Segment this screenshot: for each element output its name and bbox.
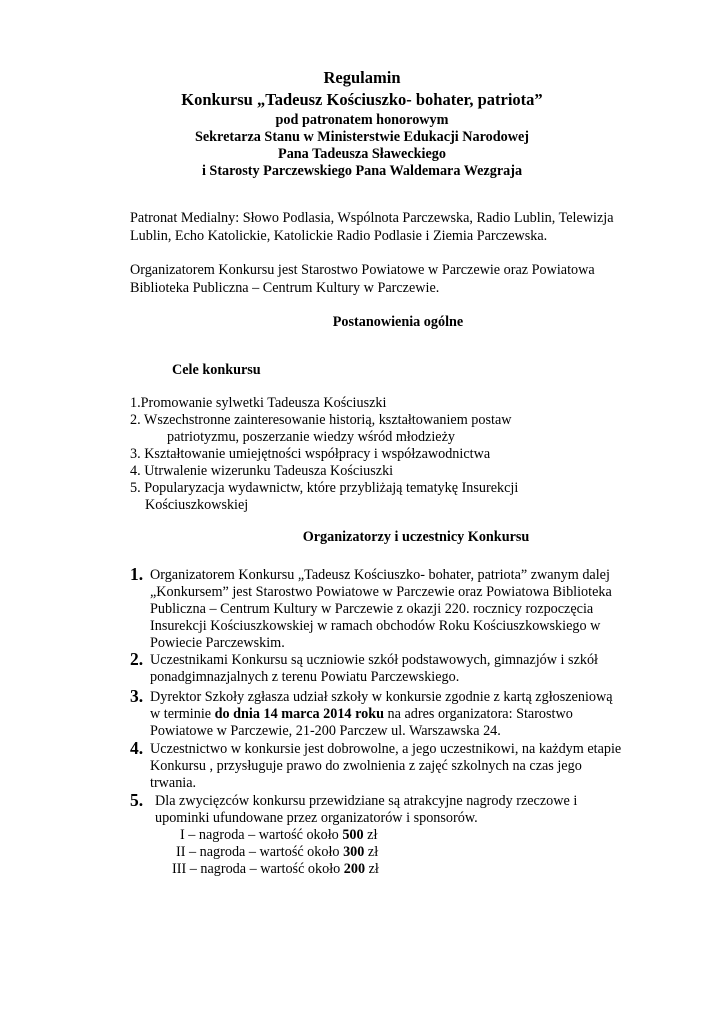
- patron-line: Pana Tadeusza Sławeckiego: [278, 146, 446, 162]
- rule-text: Powiecie Parczewskim.: [150, 635, 285, 651]
- rule-number: 5.: [130, 790, 144, 810]
- goal-item: 3. Kształtowanie umiejętności współpracy i współzawodnictwa: [130, 446, 491, 462]
- rule-number: 3.: [130, 686, 144, 706]
- patronage-line: pod patronatem honorowym: [275, 112, 449, 128]
- rule-text: Publiczna – Centrum Kultury w Parczewie z okazji 220. rocznicy rozpoczęcia: [150, 601, 594, 617]
- prize-currency: zł: [363, 827, 378, 843]
- prize-label: I – nagroda – wartość około: [180, 827, 343, 843]
- goal-item-continuation: patriotyzmu, poszerzanie wiedzy wśród młodzieży: [167, 429, 455, 445]
- rule-text: „Konkursem” jest Starostwo Powiatowe w Parczewie oraz Powiatowa Biblioteka: [150, 584, 612, 600]
- goal-item: 1.Promowanie sylwetki Tadeusza Kościuszki: [130, 395, 387, 411]
- rule-text: Dyrektor Szkoły zgłasza udział szkoły w konkursie zgodnie z kartą zgłoszeniową: [150, 689, 613, 705]
- patron-line: i Starosty Parczewskiego Pana Waldemara Wezgraja: [201, 163, 523, 179]
- prize-label: II – nagroda – wartość około: [176, 844, 344, 860]
- rule-text: Uczestnikami Konkursu są uczniowie szkół podstawowych, gimnazjów i szkół: [150, 652, 598, 668]
- prize-line: [180, 827, 377, 844]
- prize-amount: 300: [343, 844, 365, 860]
- prize-amount: 500: [342, 827, 364, 843]
- rule-text: Konkursu , przysługuje prawo do zwolnienia z zajęć szkolnych na czas jego: [150, 758, 582, 774]
- organizers-text: Organizatorem Konkursu jest Starostwo Powiatowe w Parczewie oraz Powiatowa: [130, 262, 595, 278]
- rule-text: Powiatowe w Parczewie, 21-200 Parczew ul. Warszawska 24.: [150, 723, 501, 739]
- rule-number: 4.: [130, 738, 144, 758]
- prize-currency: zł: [364, 844, 379, 860]
- prize-amount: 200: [343, 861, 366, 877]
- prize-label: III – nagroda – wartość około: [172, 861, 344, 877]
- rule-text: [150, 706, 573, 723]
- goal-item: 2. Wszechstronne zainteresowanie historią, kształtowaniem postaw: [130, 412, 512, 428]
- rule-text: Organizatorem Konkursu „Tadeusz Kościuszko- bohater, patriota” zwanym dalej: [150, 567, 610, 583]
- rule-text: ponadgimnazjalnych z terenu Powiatu Parczewskiego.: [150, 669, 460, 685]
- rule-text: trwania.: [150, 775, 197, 791]
- rule-text: Insurekcji Kościuszkowskiej w ramach obchodów Roku Kościuszkowskiego w: [150, 618, 601, 634]
- section-heading-general: Postanowienia ogólne: [332, 314, 464, 330]
- deadline-date: do dnia 14 marca 2014 roku: [214, 706, 384, 722]
- rule-text-segment: w terminie: [150, 706, 215, 722]
- contest-title: Konkursu „Tadeusz Kościuszko- bohater, patriota”: [181, 90, 543, 109]
- document-title: Regulamin: [323, 68, 401, 87]
- rule-text-segment: na adres organizatora: Starostwo: [383, 706, 573, 722]
- rule-text: Dla zwycięzców konkursu przewidziane są atrakcyjne nagrody rzeczowe i: [155, 793, 578, 809]
- media-patronage-text: Lublin, Echo Katolickie, Katolickie Radio Podlasie i Ziemia Parczewska.: [130, 228, 548, 244]
- goal-item: 4. Utrwalenie wizerunku Tadeusza Kościuszki: [130, 463, 394, 479]
- media-patronage-text: Patronat Medialny: Słowo Podlasia, Wspólnota Parczewska, Radio Lublin, Telewizja: [130, 210, 614, 226]
- prize-line: [172, 861, 379, 878]
- rule-number: 1.: [130, 564, 144, 584]
- goal-item-continuation: Kościuszkowskiej: [145, 497, 249, 513]
- goals-heading: Cele konkursu: [172, 362, 261, 378]
- patron-line: Sekretarza Stanu w Ministerstwie Edukacji Narodowej: [194, 129, 530, 145]
- section-heading-organizers: Organizatorzy i uczestnicy Konkursu: [302, 529, 530, 545]
- prize-line: [176, 844, 378, 861]
- prize-currency: zł: [365, 861, 379, 877]
- rule-text: Uczestnictwo w konkursie jest dobrowolne, a jego uczestnikowi, na każdym etapie: [150, 741, 622, 757]
- goal-item: 5. Popularyzacja wydawnictw, które przybliżają tematykę Insurekcji: [130, 480, 519, 496]
- rule-text: upominki ufundowane przez organizatorów i sponsorów.: [155, 810, 478, 826]
- rule-number: 2.: [130, 649, 144, 669]
- organizers-text: Biblioteka Publiczna – Centrum Kultury w Parczewie.: [130, 280, 440, 296]
